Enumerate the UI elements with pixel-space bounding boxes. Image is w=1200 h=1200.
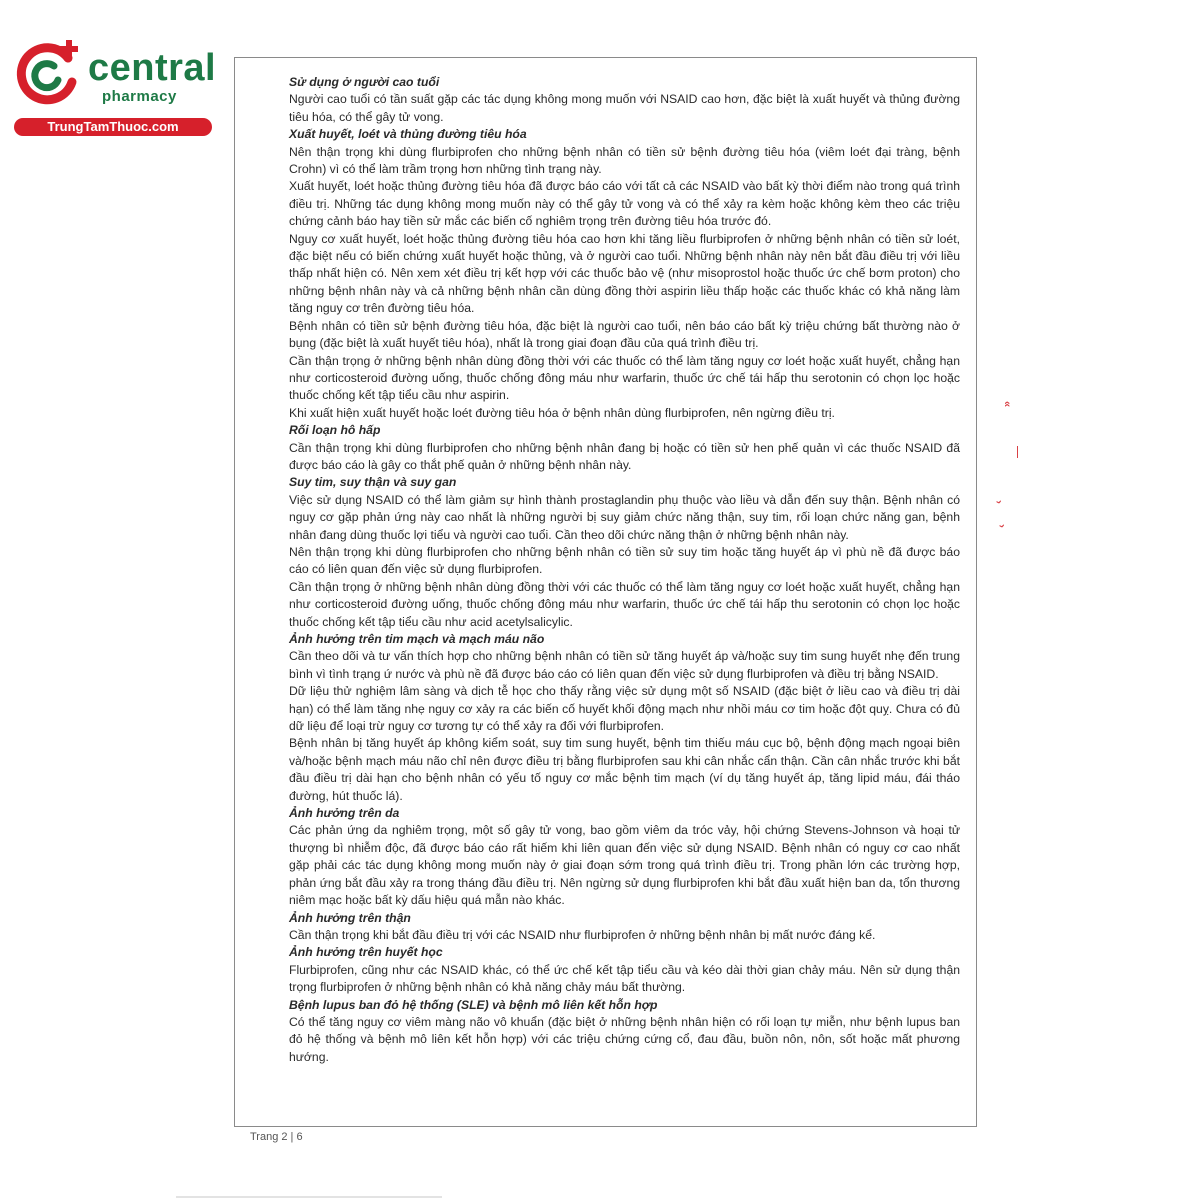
stamp-fragment: ›	[995, 523, 1009, 529]
paragraph: Cần thận trọng ở những bệnh nhân dùng đồng thời với các thuốc có thể làm tăng nguy cơ loét hoặc xuất huyết, chẳng hạn như corticosteroid đường uống, thuốc chống đông máu như warfarin, thuốc ức chế tái hấp thu serotonin có chọn lọc hoặc thuốc chống kết tập tiểu cầu như acid acetylsalicylic.	[289, 579, 960, 629]
paragraph: Cần thận trọng ở những bệnh nhân dùng đồng thời với các thuốc có thể làm tăng nguy cơ loét hoặc xuất huyết, chẳng hạn như corticosteroid đường uống, thuốc chống đông máu như warfarin, thuốc ức chế tái hấp thu serotonin có chọn lọc hoặc thuốc chống kết tập tiểu cầu như aspirin.	[289, 353, 960, 403]
section-heading: Bệnh lupus ban đỏ hệ thống (SLE) và bệnh mô liên kết hỗn hợp	[289, 997, 658, 1012]
paragraph: Nên thận trọng khi dùng flurbiprofen cho những bệnh nhân có tiền sử suy tim hoặc tăng huyết áp vì phù nề đã được báo cáo có liên quan đến việc sử dụng flurbiprofen.	[289, 544, 960, 577]
paragraph: Bệnh nhân có tiền sử bệnh đường tiêu hóa, đặc biệt là người cao tuổi, nên báo cáo bất kỳ triệu chứng bất thường nào ở bụng (đặc biệt là xuất huyết tiêu hóa), nhất là trong giai đoạn đầu của quá trình điều trị.	[289, 318, 960, 351]
section-heading: Ảnh hưởng trên huyết học	[289, 945, 443, 960]
section-heading: Sử dụng ở người cao tuổi	[289, 75, 440, 89]
logo-subtitle: pharmacy	[102, 88, 177, 105]
page-number: Trang 2 | 6	[250, 1131, 303, 1143]
section-heading: Xuất huyết, loét và thủng đường tiêu hóa	[289, 127, 527, 142]
document-body	[289, 74, 960, 1066]
paragraph: Bệnh nhân bị tăng huyết áp không kiểm soát, suy tim sung huyết, bệnh tim thiếu máu cục bộ, bệnh động mạch ngoại biên và/hoặc bệnh mạch máu não chỉ nên được điều trị bằng flurbiprofen sau khi cân nhắc cẩn thận. Cần cân nhắc trước khi bắt đầu điều trị dài hạn cho bệnh nhân có yếu tố nguy cơ mắc bệnh tim mạch (ví dụ tăng huyết áp, tăng lipid máu, đái tháo đường, hút thuốc lá).	[289, 736, 960, 803]
section-heading: Ảnh hưởng trên thận	[289, 910, 411, 925]
central-pharmacy-logo	[10, 38, 215, 138]
paragraph: Dữ liệu thử nghiệm lâm sàng và dịch tễ học cho thấy rằng việc sử dụng một số NSAID (đặc biệt ở liều cao và điều trị dài hạn) có thể làm tăng nhẹ nguy cơ xảy ra các biến cố huyết khối động mạch như nhồi máu cơ tim hoặc đột quỵ. Chưa có đủ dữ liệu để loại trừ nguy cơ tương tự có thể xảy ra đối với flurbiprofen.	[289, 684, 960, 734]
section-heading: Ảnh hưởng trên tim mạch và mạch máu não	[289, 632, 545, 646]
stamp-fragment: «	[1001, 400, 1014, 408]
paragraph: Xuất huyết, loét hoặc thủng đường tiêu hóa đã được báo cáo với tất cả các NSAID vào bất kỳ thời điểm nào trong quá trình điều trị. Những tác dụng không mong muốn này có thể gây tử vong và có thể xảy ra kèm hoặc không kèm theo các triệu chứng cảnh báo hay tiền sử mắc các biến cố nghiêm trọng trên đường tiêu hóa trước đó.	[289, 179, 960, 229]
paragraph: Nên thận trọng khi dùng flurbiprofen cho những bệnh nhân có tiền sử bệnh đường tiêu hóa (viêm loét đại tràng, bệnh Crohn) vì có thể làm trầm trọng hơn những tình trạng này.	[289, 144, 960, 177]
section-heading: Ảnh hưởng trên da	[289, 806, 400, 821]
paragraph: Cần thận trọng khi bắt đầu điều trị với các NSAID như flurbiprofen ở những bệnh nhân bị mất nước đáng kể.	[289, 927, 876, 942]
section-heading: Rối loạn hô hấp	[289, 423, 381, 438]
paragraph: Có thể tăng nguy cơ viêm màng não vô khuẩn (đặc biệt ở những bệnh nhân hiện có rối loạn tự miễn, như bệnh lupus ban đỏ hệ thống và bệnh mô liên kết hỗn hợp) với các triệu chứng cứng cổ, đau đầu, buồn nôn, nôn, sốt hoặc mất phương hướng.	[289, 1014, 960, 1064]
paragraph: Các phản ứng da nghiêm trọng, một số gây tử vong, bao gồm viêm da tróc vảy, hội chứng Stevens-Johnson và hoại tử thượng bì nhiễm độc, đã được báo cáo rất hiếm khi liên quan đến việc sử dụng NSAID. Bệnh nhân có nguy cơ cao nhất gặp phải các tác dụng không mong muốn này ở giai đoạn sớm trong quá trình điều trị. Trong phần lớn các trường hợp, phản ứng bắt đầu xảy ra trong tháng đầu điều trị. Nên ngừng sử dụng flurbiprofen khi bắt đầu xuất hiện ban da, tổn thương niêm mạc hoặc bất kỳ dấu hiệu quá mẫn nào khác.	[289, 823, 960, 908]
stamp-fragment	[1017, 446, 1018, 458]
scan-edge	[176, 1196, 442, 1198]
logo-mark-icon	[10, 38, 82, 110]
section-heading: Suy tim, suy thận và suy gan	[289, 475, 457, 490]
paragraph: Cần theo dõi và tư vấn thích hợp cho những bệnh nhân có tiền sử tăng huyết áp và/hoặc suy tim sung huyết nhẹ đến trung bình vì tình trạng ứ nước và phù nề đã được báo cáo có liên quan đến việc sử dụng flurbiprofen và điều trị bằng NSAID.	[289, 649, 960, 681]
paragraph: Người cao tuổi có tần suất gặp các tác dụng không mong muốn với NSAID cao hơn, đặc biệt là xuất huyết và thủng đường tiêu hóa, có thể gây tử vong.	[289, 92, 960, 124]
paragraph: Việc sử dụng NSAID có thể làm giảm sự hình thành prostaglandin phụ thuộc vào liều và dẫn đến suy thận. Bệnh nhân có nguy cơ gặp phản ứng này cao nhất là những người bị suy giảm chức năng thận, suy tim, rối loạn chức năng gan, bệnh nhân đang dùng thuốc lợi tiểu và người cao tuổi. Cần theo dõi chức năng thận ở những bệnh nhân này.	[289, 492, 960, 542]
logo-name: central	[88, 47, 217, 89]
paragraph: Nguy cơ xuất huyết, loét hoặc thủng đường tiêu hóa cao hơn khi tăng liều flurbiprofen ở những bệnh nhân có tiền sử loét, đặc biệt nếu có biến chứng xuất huyết hoặc thủng, và ở người cao tuổi. Những bệnh nhân này nên bắt đầu điều trị với liều thấp nhất hiện có. Nên xem xét điều trị kết hợp với các thuốc bảo vệ (như misoprostol hoặc thuốc ức chế bơm proton) cho những bệnh nhân này và cả những bệnh nhân cần dùng đồng thời aspirin liều thấp hoặc các thuốc khác có khả năng làm tăng nguy cơ trên đường tiêu hóa.	[289, 231, 960, 316]
stamp-fragment: ›	[992, 499, 1006, 505]
paragraph: Cần thận trọng khi dùng flurbiprofen cho những bệnh nhân đang bị hoặc có tiền sử hen phế quản vì các thuốc NSAID đã được báo cáo là gây co thắt phế quản ở những bệnh nhân này.	[289, 440, 960, 472]
paragraph: Flurbiprofen, cũng như các NSAID khác, có thể ức chế kết tập tiểu cầu và kéo dài thời gian chảy máu. Nên sử dụng thận trọng flurbiprofen ở những bệnh nhân có khả năng chảy máu bất thường.	[289, 962, 960, 995]
logo-banner: TrungTamThuoc.com	[14, 118, 212, 136]
paragraph: Khi xuất hiện xuất huyết hoặc loét đường tiêu hóa ở bệnh nhân dùng flurbiprofen, nên ngừng điều trị.	[289, 405, 835, 420]
